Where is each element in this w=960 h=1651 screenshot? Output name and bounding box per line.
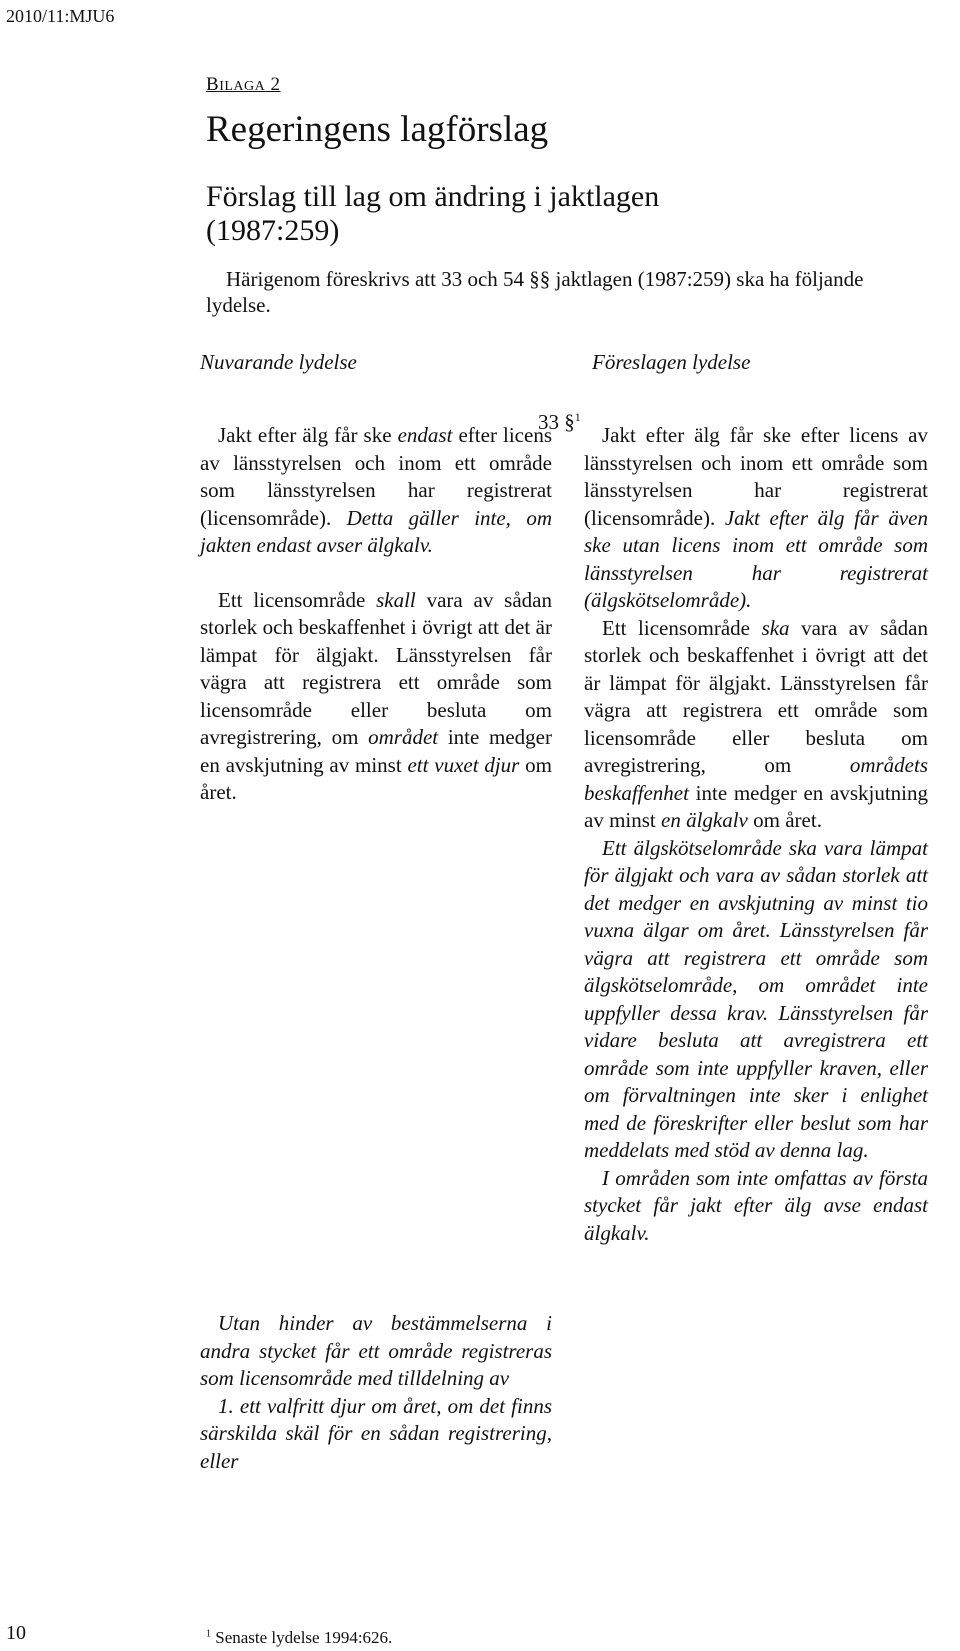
current-paragraph-2 bbox=[200, 587, 552, 807]
proposed-p2-emphasis-2: områdets beskaffenhet bbox=[584, 753, 928, 805]
current-p2-emphasis-2: området bbox=[368, 725, 439, 749]
page-number: 10 bbox=[6, 1622, 26, 1644]
current-p2-emphasis-3: ett vuxet djur bbox=[407, 752, 520, 777]
proposed-p2-text-3: inte medger en avskjutning av minst bbox=[584, 780, 928, 832]
section-number-text: 33 § bbox=[538, 410, 575, 434]
appendix-label-number: 2 bbox=[265, 74, 281, 95]
main-title: Regeringens lagförslag bbox=[206, 109, 549, 150]
current-p1-text-2: efter licens av länsstyrelsen och inom ett område som länsstyrelsen har registrerat (licensområde). bbox=[200, 423, 553, 530]
proposed-p1-text: Jakt efter älg får ske efter licens av länsstyrelsen och inom ett område som länsstyrelsen har registrerat (licensområde). bbox=[584, 423, 928, 530]
proposed-paragraph-2 bbox=[584, 615, 928, 835]
document-reference: 2010/11:MJU6 bbox=[6, 6, 115, 26]
current-paragraph-3: Utan hinder av bestämmelserna i andra stycket får ett område registreras som licensområde med tilldelning av bbox=[200, 1311, 552, 1390]
proposed-paragraph-1 bbox=[584, 422, 928, 615]
current-p2-text-4: om året. bbox=[200, 752, 552, 804]
current-wording-heading: Nuvarande lydelse bbox=[200, 350, 357, 374]
current-p2-text-2: vara av sådan storlek och beskaffenhet i övrigt att det är lämpat för älgjakt. Länsstyrelsen får vägra att registrera ett område som licensområde eller besluta om avregistrering, om bbox=[200, 587, 552, 749]
current-p1-emphasis: endast bbox=[397, 423, 453, 447]
appendix-label-rest: ILAGA bbox=[219, 79, 266, 94]
proposed-p2-text: Ett licensområde bbox=[602, 615, 762, 640]
proposed-p2-text-2: vara av sådan storlek och beskaffenhet i övrigt att det är lämpat för älgjakt. Länsstyrelsen får vägra att registrera ett område som licensområde eller besluta om avregistrering, om bbox=[584, 615, 928, 777]
sub-title: Förslag till lag om ändring i jaktlagen (1987:259) bbox=[206, 180, 660, 247]
current-wording-column-lower bbox=[200, 1310, 552, 1475]
appendix-label-prefix: B bbox=[206, 74, 220, 95]
proposed-paragraph-4: I områden som inte omfattas av första stycket får jakt efter älg avse endast älgkalv. bbox=[584, 1165, 928, 1245]
proposed-p2-emphasis: ska bbox=[761, 615, 790, 640]
current-p1-text: Jakt efter älg får ske bbox=[218, 423, 398, 447]
footnote-marker: 1 bbox=[206, 1628, 211, 1640]
intro-paragraph: Härigenom föreskrivs att 33 och 54 §§ jaktlagen (1987:259) ska ha följande lydelse. bbox=[206, 267, 864, 317]
proposed-p2-text-4: om året. bbox=[747, 808, 822, 832]
footnote-text: Senaste lydelse 1994:626. bbox=[211, 1628, 393, 1647]
current-wording-column bbox=[200, 422, 552, 807]
current-p1-emphasis-2: Detta gäller inte, om jakten endast avser älgkalv. bbox=[200, 505, 552, 557]
proposed-wording-column bbox=[584, 422, 928, 1247]
section-footnote-ref: 1 bbox=[574, 410, 581, 424]
current-p2-text-3: inte medger en avskjutning av minst bbox=[200, 725, 552, 777]
proposed-p1-emphasis: Jakt efter älg får även ske utan licens inom ett område som länsstyrelsen har registrerat (älgskötselområde). bbox=[584, 505, 928, 612]
current-paragraph-1 bbox=[200, 422, 552, 560]
proposed-wording-heading: Föreslagen lydelse bbox=[592, 350, 751, 374]
current-paragraph-4: 1. ett valfritt djur om året, om det finns särskilda skäl för en sådan registrering, eller bbox=[200, 1393, 552, 1473]
current-p2-text: Ett licensområde bbox=[218, 587, 377, 612]
footnote bbox=[206, 1628, 392, 1648]
appendix-label bbox=[206, 74, 280, 96]
proposed-paragraph-3: Ett älgskötselområde ska vara lämpat för älgjakt och vara av sådan storlek att det medger en avskjutning av minst tio vuxna älgar om året. Länsstyrelsen får vägra att registrera ett område som älgskötselområde, om området inte uppfyller dessa krav. Länsstyrelsen får vidare besluta att avregistrera ett område som inte uppfyller kraven, eller om förvaltningen inte sker i enlighet med de föreskrifter eller beslut som har meddelats med stöd av denna lag. bbox=[584, 835, 928, 1162]
proposed-p2-emphasis-3: en älgkalv bbox=[661, 808, 748, 832]
current-p2-emphasis: skall bbox=[376, 587, 416, 612]
